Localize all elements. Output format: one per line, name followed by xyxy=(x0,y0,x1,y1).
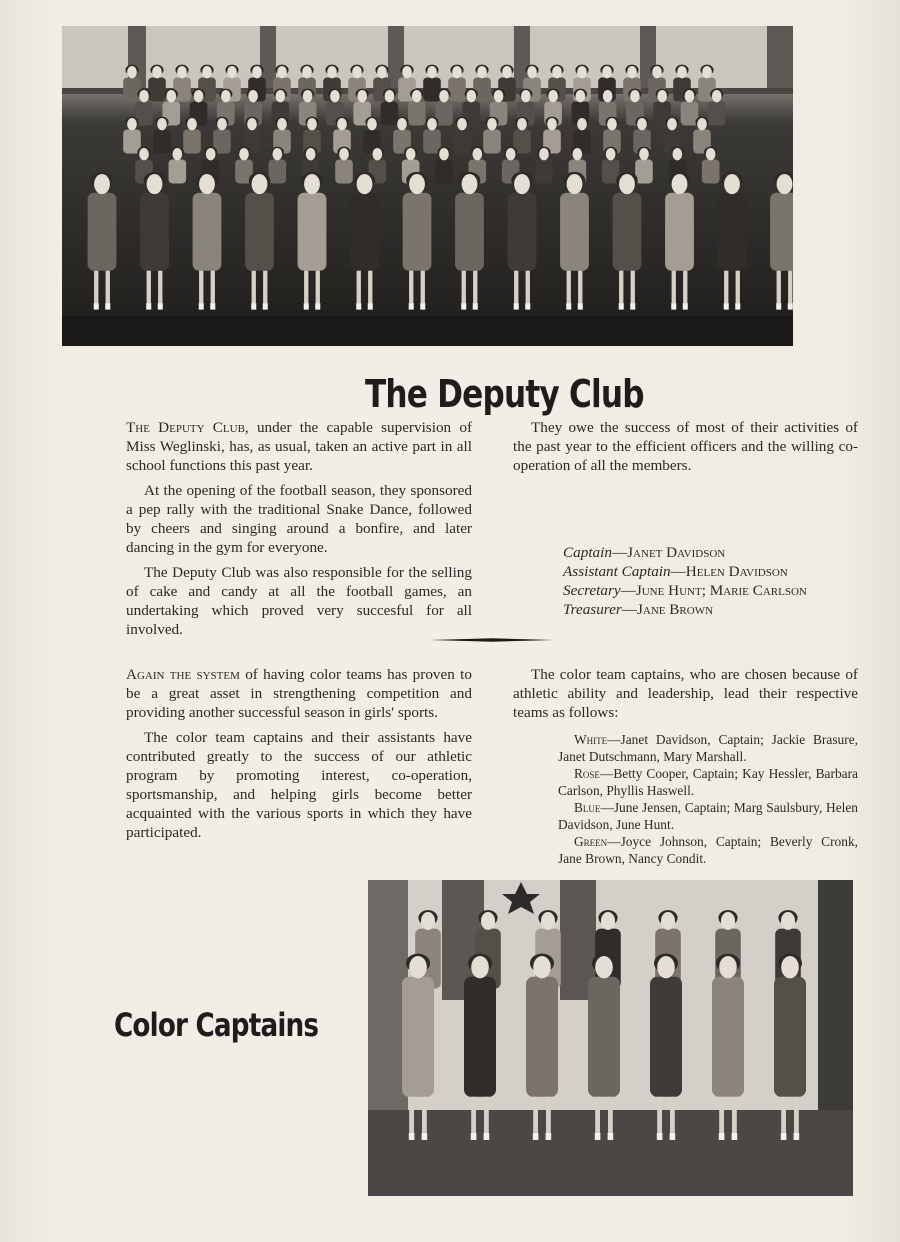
deputy-column-right xyxy=(513,418,858,481)
colors-paragraph-2: The color team captains and their assistants have contributed greatly to the success of our athletic program by promoting interest, co-operation, sportsmanship, and helping girls become better acquainted with the various sports in which they have participated. xyxy=(126,729,472,841)
deputy-column-left xyxy=(126,418,472,645)
deputy-paragraph-1-text: under the capable supervision of Miss Weglinski, has, as usual, taken an active part in all school functions this past year. xyxy=(126,419,472,474)
team-entry: Rose—Betty Cooper, Captain; Kay Hessler, Barbara Carlson, Phyllis Haswell. xyxy=(558,766,858,798)
deputy-lead-in: The Deputy Club, xyxy=(126,419,249,436)
deputy-paragraph-1 xyxy=(126,418,472,475)
section-divider xyxy=(430,638,554,642)
colors-paragraph-3: The color team captains, who are chosen because of athletic ability and leadership, lead their respective teams as follows: xyxy=(513,666,858,721)
color-captains-title: Color Captains xyxy=(114,1006,319,1044)
team-entry: Green—Joyce Johnson, Captain; Beverly Cronk, Jane Brown, Nancy Condit. xyxy=(558,834,858,866)
deputy-paragraph-2: At the opening of the football season, they sponsored a pep rally with the traditional Snake Dance, followed by cheers and singing around a bonfire, and later dancing in the gym for everyone. xyxy=(126,482,472,556)
color-teams-list xyxy=(558,731,858,867)
team-entry: Blue—June Jensen, Captain; Marg Saulsbury, Helen Davidson, June Hunt. xyxy=(558,800,858,832)
deputy-officers-list xyxy=(563,543,863,619)
deputy-paragraph-4: They owe the success of most of their activities of the past year to the efficient officers and the willing co-operation of all the members. xyxy=(513,419,858,474)
officer-row: Treasurer—Jane Brown xyxy=(563,601,714,618)
officer-row: Captain—Janet Davidson xyxy=(563,544,726,561)
officer-row: Assistant Captain—Helen Davidson xyxy=(563,563,788,580)
colors-column-right xyxy=(513,665,858,728)
colors-paragraph-1-text: of having color teams has proven to be a great asset in strengthening competition and providing another successful season in girls' sports. xyxy=(126,666,472,721)
deputy-club-group-photo xyxy=(62,26,793,346)
colors-paragraph-1 xyxy=(126,665,472,722)
deputy-paragraph-3: The Deputy Club was also responsible for the selling of cake and candy at all the football games, an undertaking which proved very succesful for all involved. xyxy=(126,564,472,638)
officer-row: Secretary—June Hunt; Marie Carlson xyxy=(563,582,807,599)
colors-column-left xyxy=(126,665,472,848)
team-entry: White—Janet Davidson, Captain; Jackie Brasure, Janet Dutschmann, Mary Marshall. xyxy=(558,732,858,764)
color-captains-group-photo xyxy=(368,880,853,1196)
colors-lead-in: Again the system xyxy=(126,666,240,683)
deputy-club-title: The Deputy Club xyxy=(365,372,644,416)
